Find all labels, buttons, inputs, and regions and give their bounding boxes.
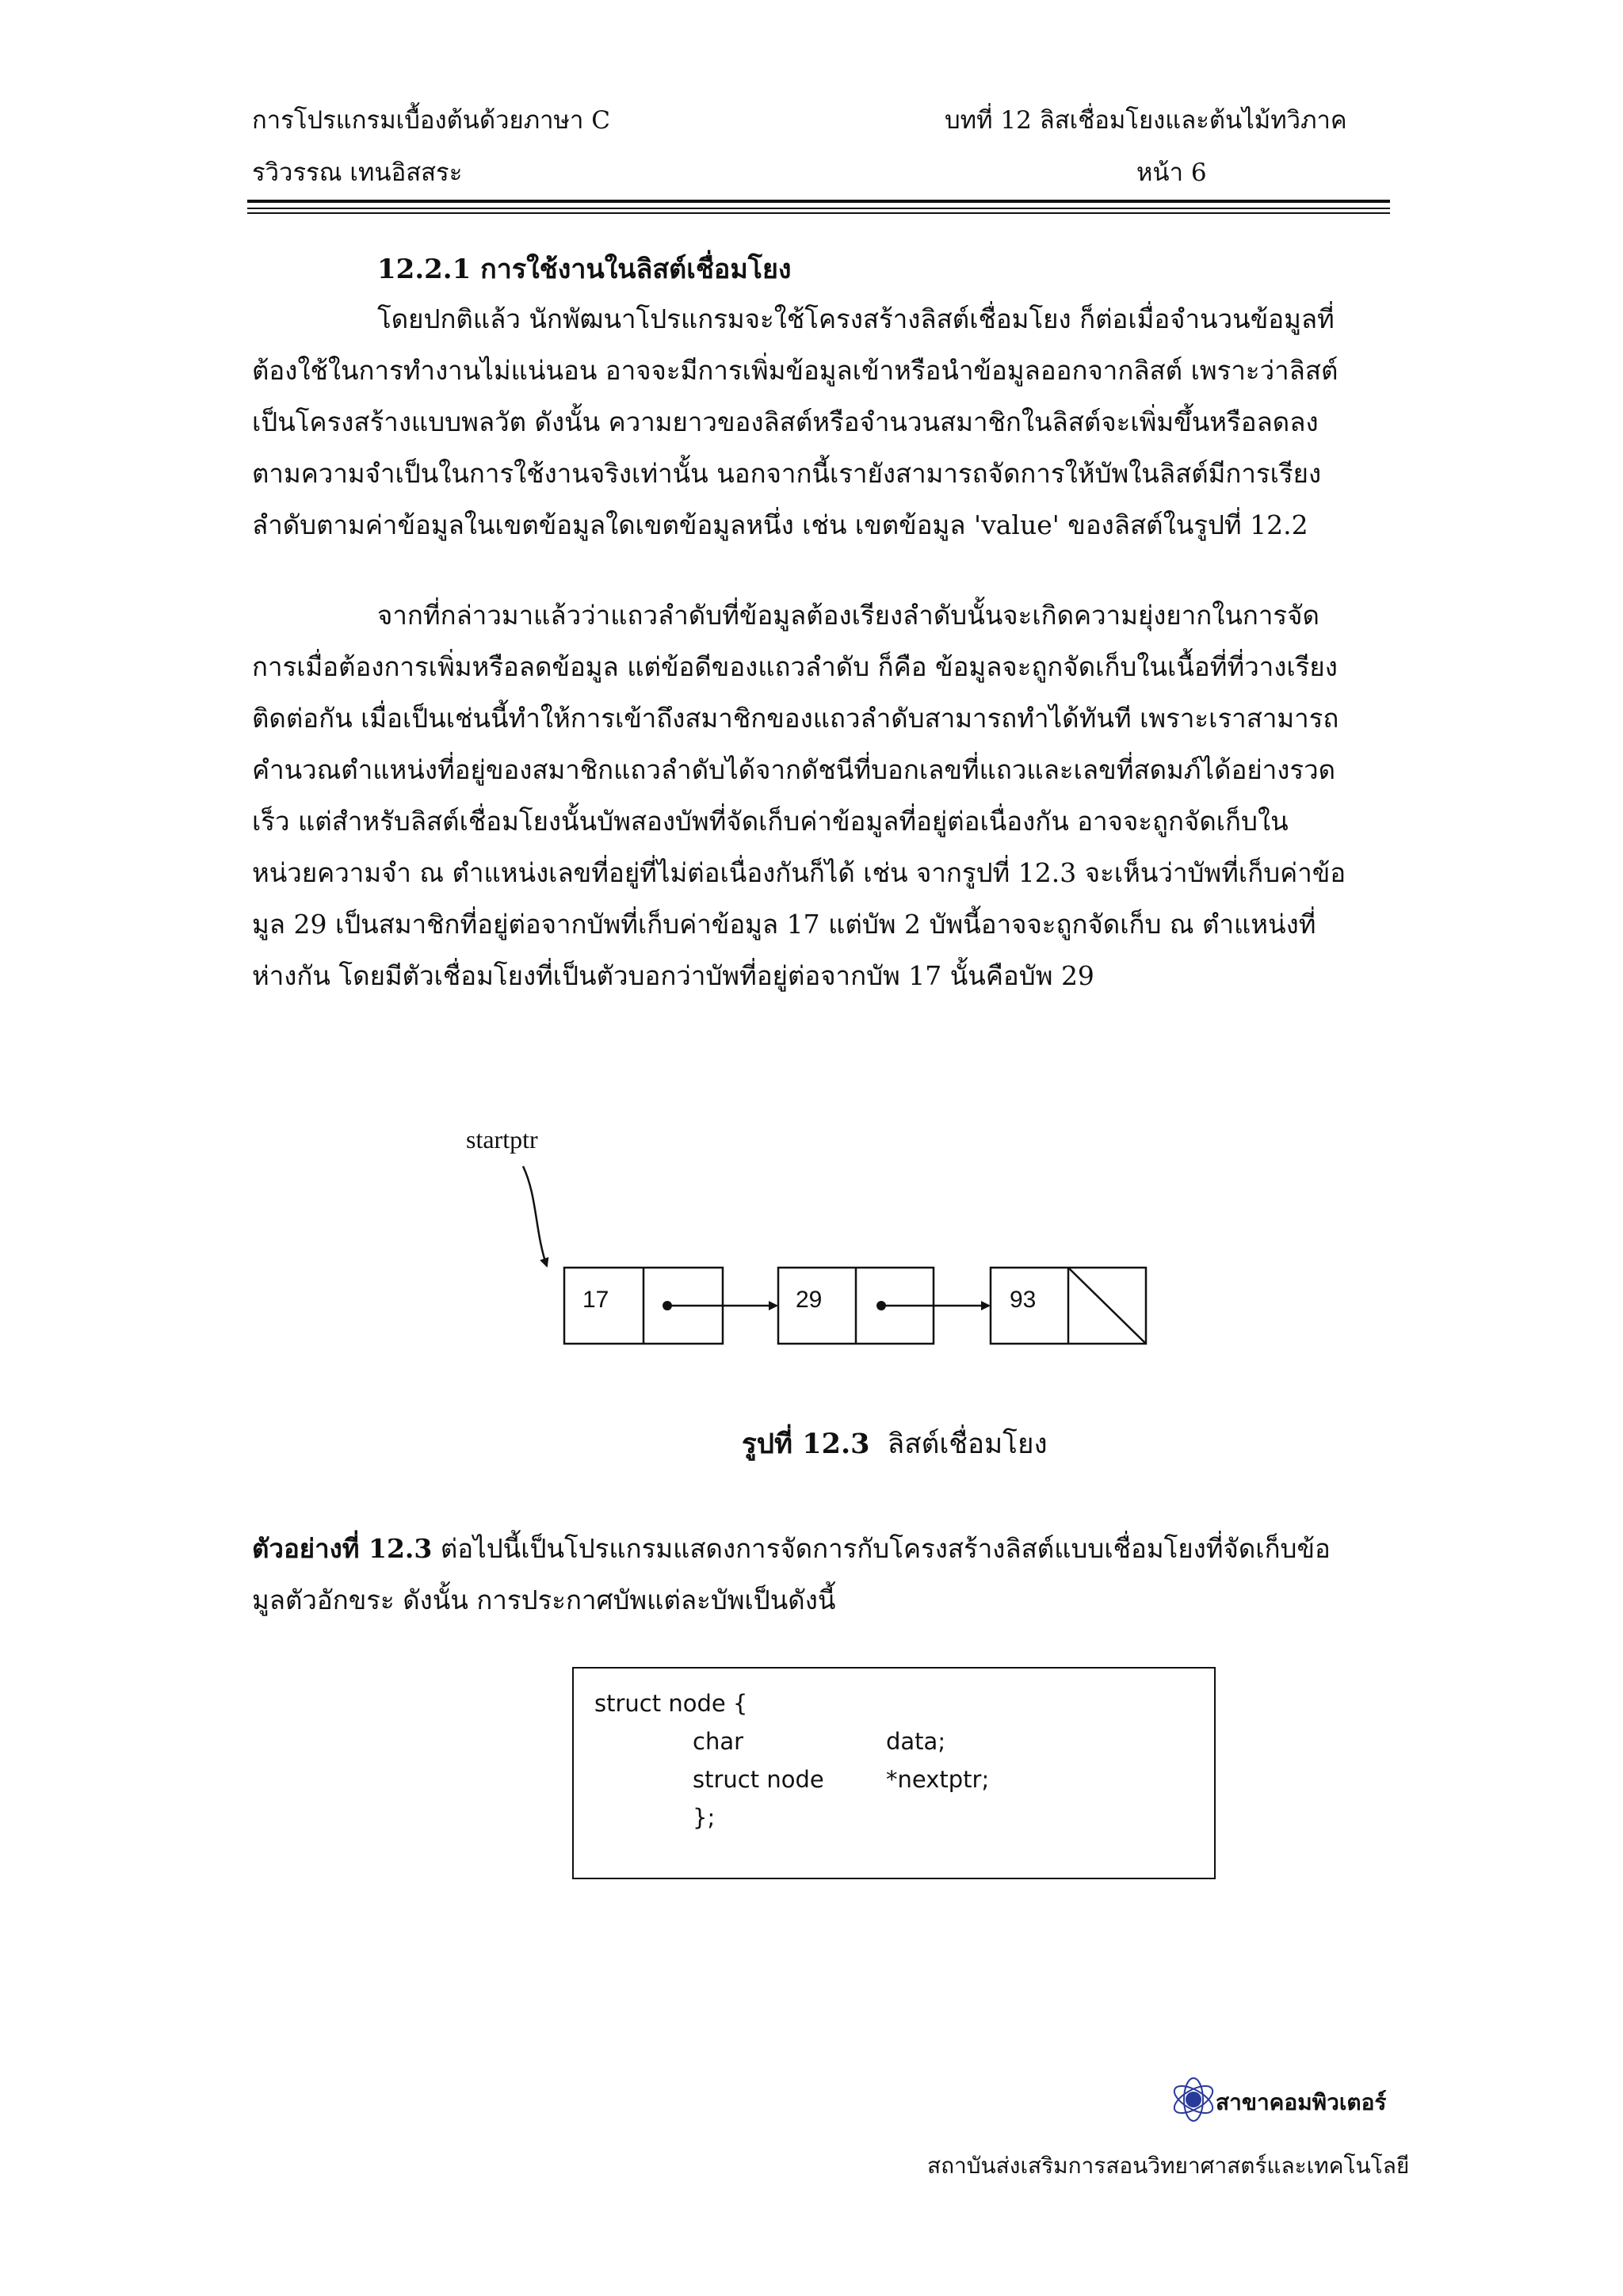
- header-rule-thick: [247, 200, 1390, 203]
- paragraph-2: [252, 589, 1390, 1001]
- paragraph-line: การเมื่อต้องการเพิ่มหรือลดข้อมูล แต่ข้อดีของแถวลำดับ ก็คือ ข้อมูลจะถูกจัดเก็บในเนื้อที่ที่วางเรียง: [252, 651, 1338, 682]
- linked-list-diagram: [444, 1109, 1173, 1379]
- paragraph-line: ตามความจำเป็นในการใช้งานจริงเท่านั้น นอกจากนี้เรายังสามารถจัดการให้บัพในลิสต์มีการเรียง: [252, 458, 1322, 489]
- node-value-93: 93: [1010, 1287, 1037, 1313]
- paragraph-line: ลำดับตามค่าข้อมูลในเขตข้อมูลใดเขตข้อมูลหนึ่ง เช่น เขตข้อมูล 'value' ของลิสต์ในรูปที่ 12.2: [252, 509, 1308, 540]
- institute-logo: [1170, 2076, 1217, 2123]
- code-block: [572, 1667, 1216, 1879]
- paragraph-line: หน่วยความจำ ณ ตำแหน่งเลขที่อยู่ที่ไม่ต่อเนื่องกันก็ได้ เช่น จากรูปที่ 12.3 จะเห็นว่าบัพที่เก็บค่าข้อ: [252, 857, 1346, 888]
- code-line-2-field: data;: [886, 1728, 946, 1755]
- code-line-2-type: char: [693, 1728, 744, 1755]
- startptr-label: startptr: [466, 1125, 538, 1154]
- figure-caption-number: รูปที่ 12.3: [742, 1428, 870, 1460]
- code-line-3-field: *nextptr;: [886, 1766, 990, 1793]
- header-rule-thin: [247, 208, 1390, 209]
- paragraph-line: มูล 29 เป็นสมาชิกที่อยู่ต่อจากบัพที่เก็บค่าข้อมูล 17 แต่บัพ 2 บัพนี้อาจจะถูกจัดเก็บ ณ ตำแหน่งที่: [252, 909, 1316, 940]
- example-paragraph: [252, 1523, 1390, 1626]
- example-line-1: [252, 1523, 1390, 1574]
- footer-department: สาขาคอมพิวเตอร์: [1216, 2089, 1387, 2115]
- figure-caption-text: ลิสต์เชื่อมโยง: [887, 1428, 1048, 1460]
- paragraph-1: [252, 293, 1390, 551]
- code-line-4: };: [693, 1804, 716, 1831]
- node-value-29: 29: [796, 1287, 823, 1313]
- header-author: รวิวรรณ เทนอิสสระ: [252, 158, 463, 187]
- section-title: 12.2.1 การใช้งานในลิสต์เชื่อมโยง: [377, 254, 792, 285]
- header-page-number: หน้า 6: [1136, 158, 1207, 187]
- paragraph-line: ติดต่อกัน เมื่อเป็นเช่นนี้ทำให้การเข้าถึงสมาชิกของแถวลำดับสามารถทำได้ทันที เพราะเราสามารถ: [252, 703, 1339, 734]
- code-line-1: struct node {: [594, 1690, 748, 1717]
- paragraph-line: คำนวณตำแหน่งที่อยู่ของสมาชิกแถวลำดับได้จากดัชนีที่บอกเลขที่แถวและเลขที่สดมภ์ได้อย่างรวด: [252, 754, 1336, 785]
- example-label: ตัวอย่างที่ 12.3: [252, 1533, 433, 1564]
- example-text: ต่อไปนี้เป็นโปรแกรมแสดงการจัดการกับโครงสร้างลิสต์แบบเชื่อมโยงที่จัดเก็บข้อ: [432, 1533, 1331, 1564]
- null-pointer-slash: [1068, 1268, 1146, 1344]
- code-line-3-type: struct node: [693, 1766, 824, 1793]
- paragraph-line: เร็ว แต่สำหรับลิสต์เชื่อมโยงนั้นบัพสองบัพที่จัดเก็บค่าข้อมูลที่อยู่ต่อเนื่องกัน อาจจะถูกจัดเก็บใน: [252, 806, 1289, 837]
- header-rule-thin-2: [247, 212, 1390, 214]
- node-value-17: 17: [582, 1287, 609, 1313]
- paragraph-line: ห่างกัน โดยมีตัวเชื่อมโยงที่เป็นตัวบอกว่าบัพที่อยู่ต่อจากบัพ 17 นั้นคือบัพ 29: [252, 960, 1094, 991]
- paragraph-line: ต้องใช้ในการทำงานไม่แน่นอน อาจจะมีการเพิ่มข้อมูลเข้าหรือนำข้อมูลออกจากลิสต์ เพราะว่าลิสต์: [252, 355, 1338, 386]
- paragraph-line: เป็นโครงสร้างแบบพลวัต ดังนั้น ความยาวของลิสต์หรือจำนวนสมาชิกในลิสต์จะเพิ่มขึ้นหรือลดลง: [252, 406, 1319, 437]
- header-book-title: การโปรแกรมเบื้องต้นด้วยภาษา C: [252, 106, 610, 135]
- paragraph-line: จากที่กล่าวมาแล้วว่าแถวลำดับที่ข้อมูลต้องเรียงลำดับนั้นจะเกิดความยุ่งยากในการจัด: [377, 600, 1319, 631]
- figure-caption: [742, 1422, 1048, 1466]
- header-chapter-title: บทที่ 12 ลิสเชื่อมโยงและต้นไม้ทวิภาค: [945, 106, 1347, 135]
- footer-institute: สถาบันส่งเสริมการสอนวิทยาศาสตร์และเทคโนโลยี: [927, 2153, 1410, 2179]
- paragraph-line: โดยปกติแล้ว นักพัฒนาโปรแกรมจะใช้โครงสร้างลิสต์เชื่อมโยง ก็ต่อเมื่อจำนวนข้อมูลที่: [377, 303, 1335, 334]
- startptr-arrow: [523, 1166, 547, 1266]
- example-line-2: มูลตัวอักขระ ดังนั้น การประกาศบัพแต่ละบัพเป็นดังนี้: [252, 1585, 836, 1615]
